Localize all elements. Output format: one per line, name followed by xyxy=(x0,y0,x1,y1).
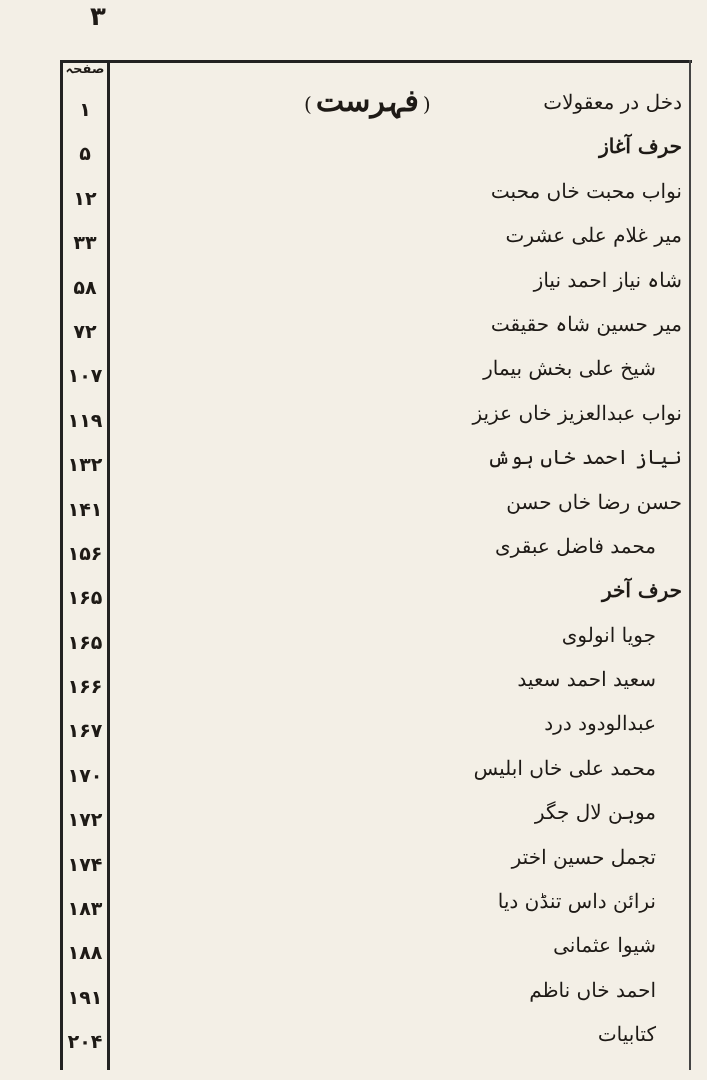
title-close-paren: ) xyxy=(304,92,312,116)
toc-page-number: ۱ xyxy=(79,99,91,121)
toc-entry-title: حسن رضا خاں حسن xyxy=(506,489,682,514)
toc-page-number: ۱۵۶ xyxy=(67,542,103,565)
toc-page-number: ۲۰۴ xyxy=(67,1031,103,1054)
toc-page-number: ۷۲ xyxy=(73,320,97,343)
toc-entry-title: نواب عبدالعزیز خاں عزیز xyxy=(472,400,682,425)
toc-page-number: ۱۶۷ xyxy=(67,720,103,743)
toc-entry-title: نواب محبت خاں محبت xyxy=(490,178,682,203)
toc-entry-title: جویا انولوی xyxy=(561,622,656,647)
toc-entry-title: نیاز احمد خاں ہوش xyxy=(487,445,682,470)
toc-page-number: ۱۰۷ xyxy=(67,365,103,388)
toc-page-number: ۱۴۱ xyxy=(67,498,103,521)
toc-page-number: ۱۶۵ xyxy=(67,631,103,654)
toc-page-number: ۱۳۲ xyxy=(67,454,103,477)
toc-entry-title: حرف آخر xyxy=(601,578,682,603)
toc-page-number: ۱۷۰ xyxy=(67,764,103,787)
toc-entry-title: کتابیات xyxy=(597,1022,656,1047)
page-numbers-column xyxy=(63,95,107,1072)
toc-entry-title: موہن لال جگر xyxy=(534,800,656,825)
toc-page-number: ۵ xyxy=(79,143,91,166)
toc-page-number: ۱۸۳ xyxy=(67,898,103,921)
toc-entry-title: سعید احمد سعید xyxy=(517,667,656,692)
toc-entry-title: شیوا عثمانی xyxy=(553,933,656,958)
toc-page-number: ۱۶۶ xyxy=(67,676,103,699)
toc-entries xyxy=(440,85,682,1062)
toc-entry-title: نرائن داس تنڈن دیا xyxy=(497,889,656,914)
toc-entry-title: میر حسین شاہ حقیقت xyxy=(490,311,682,336)
toc-entry-title: حرف آغاز xyxy=(599,134,682,159)
toc-entry-title: محمد فاضل عبقری xyxy=(495,533,656,558)
toc-page-number: ۱۷۲ xyxy=(67,809,103,832)
toc-entry-title: احمد خاں ناظم xyxy=(529,977,656,1002)
toc-entry-title: محمد علی خاں ابلیس xyxy=(473,755,656,780)
toc-page-number: ۱۷۴ xyxy=(67,853,103,876)
toc-entry-title: تجمل حسین اختر xyxy=(511,844,656,869)
toc-page-number: ۵۸ xyxy=(73,276,97,299)
toc-page-number: ۱۶۵ xyxy=(67,587,103,610)
toc-page-number: ۱۸۸ xyxy=(67,942,103,965)
page-title xyxy=(300,84,435,119)
toc-page-number: ۳۳ xyxy=(73,232,97,255)
frame-right-rule xyxy=(689,60,691,1070)
title-text: فہرست xyxy=(315,84,419,119)
page-column-divider xyxy=(107,60,110,1070)
page-column-header: صفحہ xyxy=(65,62,105,77)
toc-entry-title: عبدالودود درد xyxy=(544,711,656,736)
toc-page-number: ۱۹۱ xyxy=(67,986,103,1009)
page-number: ۳ xyxy=(90,2,106,32)
toc-page-number: ۱۲ xyxy=(73,187,97,210)
toc-entry-title: شاہ نیاز احمد نیاز xyxy=(533,267,682,292)
toc-entry-title: میر غلام علی عشرت xyxy=(505,223,682,248)
toc-entry-title: دخل در معقولات xyxy=(543,90,682,114)
toc-page-number: ۱۱۹ xyxy=(67,409,103,432)
toc-entry-title: شیخ علی بخش بیمار xyxy=(483,356,656,381)
frame-top-rule xyxy=(60,60,692,63)
title-open-paren: ( xyxy=(422,92,431,116)
